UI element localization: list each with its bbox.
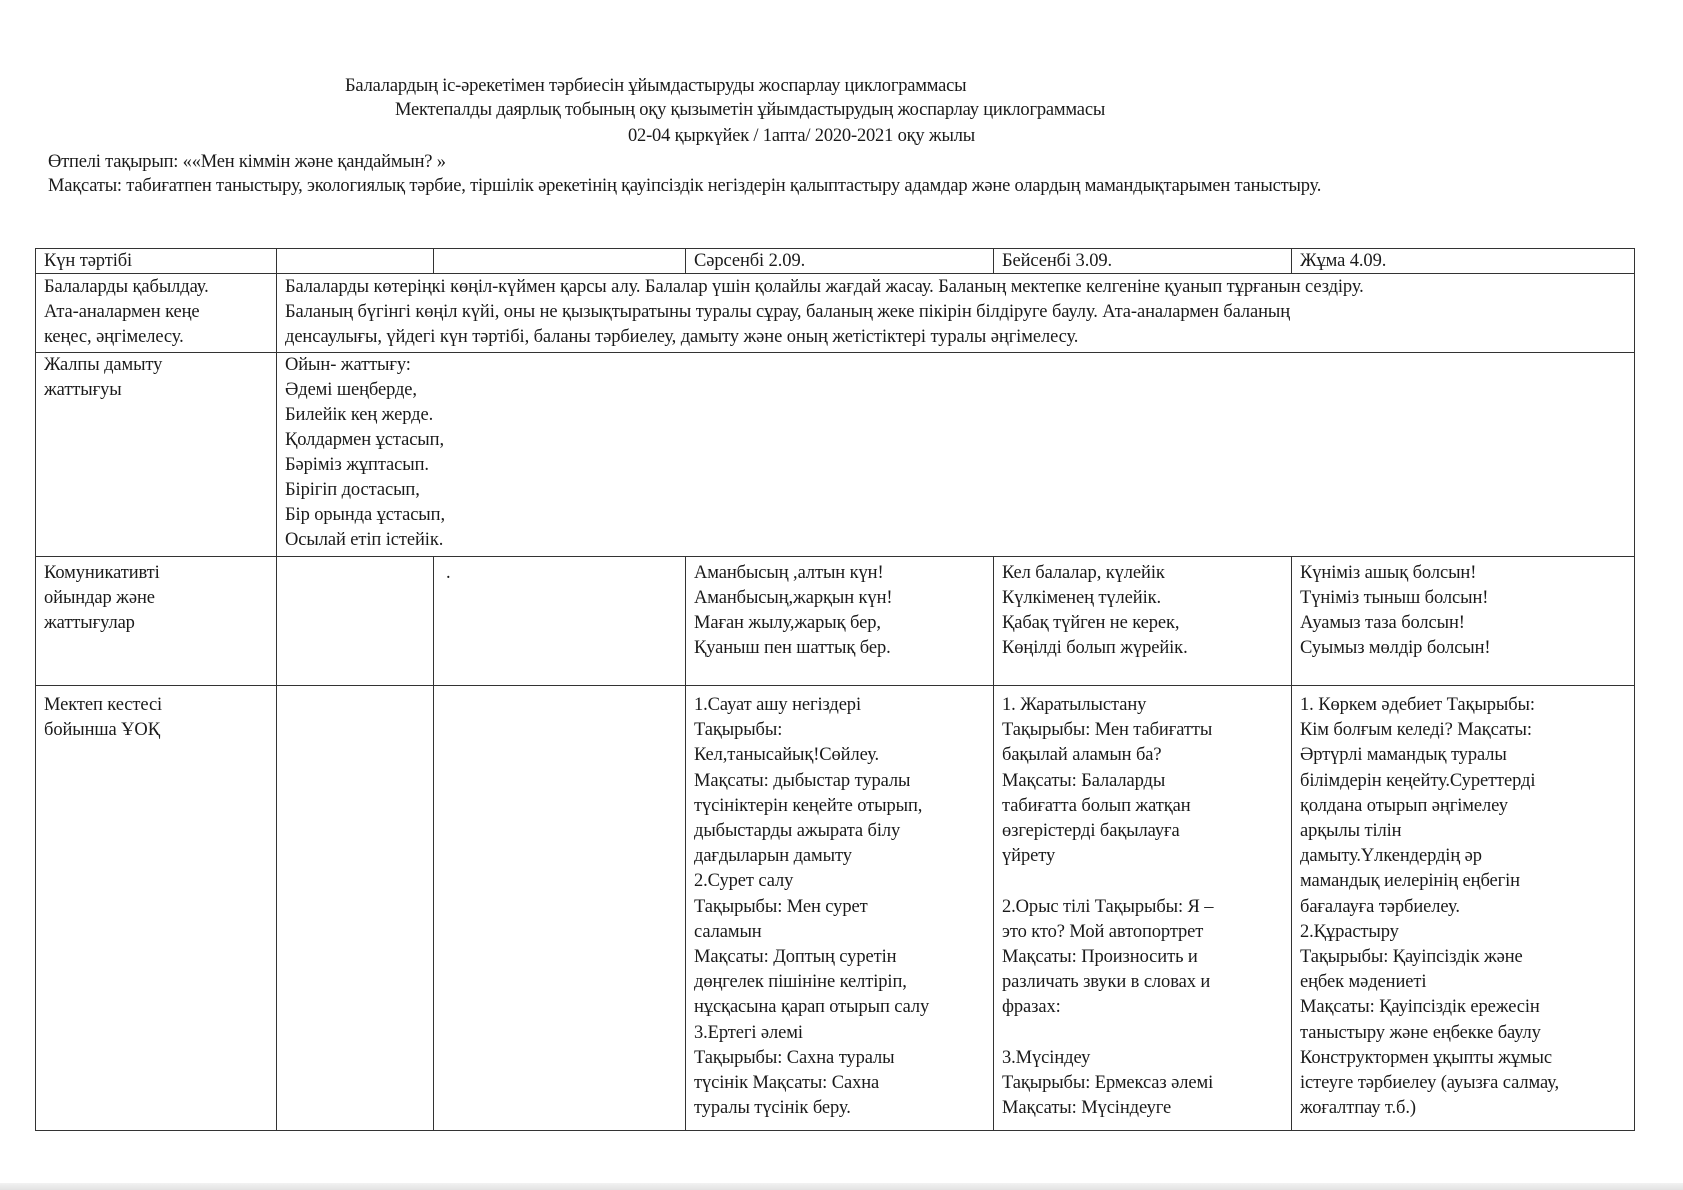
lesson-line: түсінік Мақсаты: Сахна (694, 1073, 880, 1094)
lesson-line: таныстыру және еңбекке баулу (1300, 1022, 1541, 1043)
poem-line: Суымыз мөлдір болсын! (1300, 638, 1491, 658)
communicative-wednesday (686, 557, 994, 686)
lesson-line: Мақсаты: Балаларды (1002, 770, 1166, 791)
lesson-line: Мақсаты: Мүсіндеуге (1002, 1098, 1172, 1119)
label-line: Мектеп кестесі (44, 695, 163, 715)
lesson-line: білімдерін кеңейту.Суреттерді (1300, 770, 1536, 791)
lesson-line (1002, 1021, 1283, 1046)
label-line: Жалпы дамыту (44, 355, 163, 375)
communicative-col-2: . (434, 557, 686, 686)
label-line: жаттығуы (44, 380, 122, 400)
poem-line: Билейік кең жерде. (285, 405, 434, 425)
poem-line: Күлкіменең түлейік. (1002, 588, 1162, 608)
poem-line: Маған жылу,жарық бер, (694, 613, 881, 633)
school-col-2 (434, 686, 686, 1131)
document-date-range: 02-04 қыркүйек / 1апта/ 2020-2021 оқу жылы (628, 126, 975, 146)
poem-line: Қолдармен ұстасып, (285, 430, 444, 450)
document-title: Балалардың іс-әрекетімен тәрбиесін ұйымдастыруды жоспарлау циклограммасы (345, 76, 967, 96)
poem-line: Аманбысың ,алтын күн! (694, 563, 884, 583)
poem-line: Қуаныш пен шаттық бер. (694, 638, 891, 658)
label-line: кеңес, әңгімелесу. (44, 327, 184, 347)
school-friday (1292, 686, 1635, 1131)
poem-line: Бәріміз жұптасып. (285, 455, 429, 475)
lesson-line: Конструктормен ұқыпты жұмыс (1300, 1047, 1552, 1068)
poem-line: Бірігіп достасып, (285, 480, 420, 500)
poem-line: Кел балалар, күлейік (1002, 563, 1165, 583)
lesson-line: істеуге тәрбиелеу (ауызға салмау, (1300, 1073, 1560, 1094)
poem-line: Әдемі шеңберде, (285, 380, 417, 400)
lesson-line: еңбек мәдениеті (1300, 972, 1427, 993)
header-empty-col-2 (434, 249, 686, 274)
poem-line: Осылай етіп істейік. (285, 530, 444, 550)
lesson-line: Мақсаты: Қауіпсіздік ережесін (1300, 997, 1540, 1018)
row-label-communicative-games (36, 557, 277, 686)
lesson-line: Кім болғым келеді? Мақсаты: (1300, 720, 1532, 741)
lesson-line: туралы түсінік беру. (694, 1098, 851, 1119)
table-row-school-schedule (36, 686, 1635, 1131)
lesson-line: 3.Ертегі әлемі (694, 1022, 803, 1043)
school-wednesday (686, 686, 994, 1131)
lesson-line: Мақсаты: Доптың суретін (694, 947, 897, 968)
lesson-line: саламын (694, 921, 762, 942)
row-label-school-schedule (36, 686, 277, 1131)
lesson-line: арқылы тілін (1300, 821, 1402, 842)
lesson-line: дөңгелек пішініне келтіріп, (694, 972, 907, 993)
goal-statement: Мақсаты: табиғатпен таныстыру, экологиялық тәрбие, тіршілік әрекетінің қауіпсіздік негіздерін қалыптастыру адамдар және олардың мамандықтарымен таныстыру. (48, 176, 1322, 196)
header-daily-schedule: Күн тәртібі (36, 249, 277, 274)
lesson-line: различать звуки в словах и (1002, 972, 1211, 993)
lesson-line: өзгерістерді бақылауға (1002, 821, 1180, 842)
communicative-col-1 (277, 557, 434, 686)
poem-line: Аманбысың,жарқын күн! (694, 588, 893, 608)
poem-line: Ауамыз таза болсын! (1300, 613, 1465, 633)
lesson-line: фразах: (1002, 997, 1061, 1018)
communicative-friday (1292, 557, 1635, 686)
lesson-line: 1. Жаратылыстану (1002, 695, 1147, 715)
lesson-line: 3.Мүсіндеу (1002, 1047, 1091, 1068)
lesson-line: Тақырыбы: Ермексаз әлемі (1002, 1073, 1214, 1094)
lesson-line: мамандық иелерінің еңбегін (1300, 871, 1520, 892)
school-col-1 (277, 686, 434, 1131)
table-header-row (36, 249, 1635, 274)
lesson-line: үйрету (1002, 846, 1056, 867)
general-exercise-content (277, 353, 1635, 557)
lesson-line: дағдыларын дамыту (694, 846, 852, 867)
content-line: Балаларды көтеріңкі көңіл-күймен қарсы алу. Балалар үшін қолайлы жағдай жасау. Баланың мектепке келгеніне қуанып тұрғанын сездіру. (285, 277, 1364, 297)
lesson-line: нұсқасына қарап отырып салу (694, 997, 930, 1018)
poem-line: Түніміз тыныш болсын! (1300, 588, 1489, 608)
lesson-line: түсініктерін кеңейте отырып, (694, 795, 923, 816)
lesson-line: 1.Сауат ашу негіздері (694, 695, 861, 715)
table-row-communicative-games (36, 557, 1635, 686)
lesson-line: бағалауға тәрбиелеу. (1300, 896, 1460, 917)
lesson-line: 1. Көркем әдебиет Тақырыбы: (1300, 695, 1535, 715)
lesson-line: 2.Құрастыру (1300, 921, 1399, 942)
lesson-line: Мақсаты: дыбыстар туралы (694, 770, 911, 791)
lesson-line: это кто? Мой автопортрет (1002, 921, 1204, 942)
lesson-line: Әртүрлі мамандық туралы (1300, 745, 1507, 766)
label-line: жаттығулар (44, 613, 135, 633)
header-thursday: Бейсенбі 3.09. (994, 249, 1292, 274)
lesson-line: Тақырыбы: Қауіпсіздік және (1300, 947, 1523, 968)
lesson-line: дамыту.Үлкендердің әр (1300, 846, 1482, 867)
label-line: Комуникативті (44, 563, 160, 583)
communicative-thursday (994, 557, 1292, 686)
poem-line: Көңілді болып жүрейік. (1002, 638, 1188, 658)
table-row-general-exercise (36, 353, 1635, 557)
cyclogram-table (35, 248, 1635, 1131)
lesson-line (1002, 869, 1283, 894)
lesson-line: Тақырыбы: Сахна туралы (694, 1047, 895, 1068)
document-subtitle: Мектепалды даярлық тобының оқу қызыметін ұйымдастырудың жоспарлау циклограммасы (395, 100, 1106, 120)
row-label-general-exercise (36, 353, 277, 557)
scan-page-edge (0, 1183, 1683, 1190)
poem-line: Бір орында ұстасып, (285, 505, 445, 525)
label-line: бойынша ҰОҚ (44, 720, 160, 740)
school-thursday (994, 686, 1292, 1131)
header-friday: Жұма 4.09. (1292, 249, 1635, 274)
label-line: Ата-аналармен кеңе (44, 302, 200, 322)
lesson-line: жоғалтпау т.б.) (1300, 1098, 1416, 1119)
lesson-line: Тақырыбы: Мен сурет (694, 896, 868, 917)
content-line: Баланың бүгінгі көңіл күйі, оны не қызықтыратыны туралы сұрау, баланың жеке пікірін білдіруге баулу. Ата-аналармен баланың (285, 302, 1291, 322)
table-row-reception (36, 274, 1635, 353)
lesson-line: 2.Сурет салу (694, 871, 794, 892)
lesson-line: Кел,танысайық!Сөйлеу. (694, 745, 880, 766)
lesson-line: 2.Орыс тілі Тақырыбы: Я – (1002, 896, 1214, 917)
lesson-line: дыбыстарды ажырата білу (694, 821, 901, 842)
lesson-line: табиғатта болып жатқан (1002, 795, 1191, 816)
lesson-line: қолдана отырып әңгімелеу (1300, 795, 1508, 816)
lesson-line: Тақырыбы: Мен табиғатты (1002, 720, 1213, 741)
lesson-line: Тақырыбы: (694, 720, 783, 741)
row-label-reception (36, 274, 277, 353)
content-line: денсаулығы, үйдегі күн тәртібі, баланы тәрбиелеу, дамыту және оның жетістіктері туралы әңгімелесу. (285, 327, 1079, 347)
transitional-theme: Өтпелі тақырып: ««Мен кіммін және қандаймын? » (48, 152, 446, 172)
poem-line: Ойын- жаттығу: (285, 355, 411, 375)
header-wednesday: Сәрсенбі 2.09. (686, 249, 994, 274)
header-empty-col-1 (277, 249, 434, 274)
label-line: Балаларды қабылдау. (44, 277, 209, 297)
label-line: ойындар және (44, 588, 155, 608)
poem-line: Қабақ түйген не керек, (1002, 613, 1180, 633)
lesson-line: бақылай аламын ба? (1002, 745, 1162, 766)
poem-line: Күніміз ашық болсын! (1300, 563, 1477, 583)
reception-content (277, 274, 1635, 353)
lesson-line: Мақсаты: Произносить и (1002, 947, 1198, 968)
